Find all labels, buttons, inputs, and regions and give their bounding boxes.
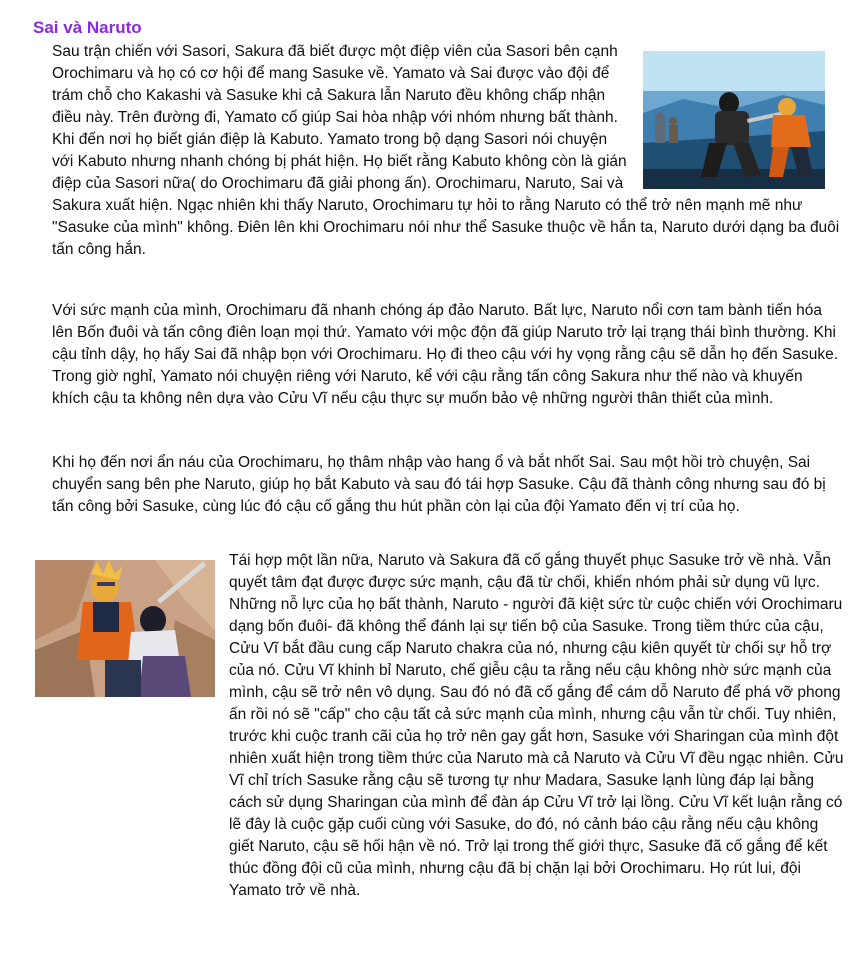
article-paragraph-3: Khi họ đến nơi ẩn náu của Orochimaru, họ thâm nhập vào hang ổ và bắt nhốt Sai. Sau một hồi trò chuyện, Sai chuyển sang bên phe Naruto, giúp họ bắt Kabuto và sau đó tái hợp Sasuke. Cậu đã thành công nhưng sau đó bị tấn công bởi Sasuke, cùng lúc đó cậu cố gắng thu hút phần còn lại của đội Yamato đến vị trí của họ. bbox=[52, 454, 826, 515]
anime-screenshot-naruto-sasuke bbox=[35, 560, 215, 697]
anime-screenshot-sai-naruto bbox=[643, 51, 825, 189]
paragraph-text: Sau trận chiến với Sasori, Sakura đã biết được một điệp viên của Sasori bên cạnh Orochimaru và họ có cơ hội để mang Sasuke về. Yamato và Sai được vào đội để trám chỗ cho Kakashi và Sasuke khi cả Sakura lẫn Naruto đều không chấp nhận điều này. Trên đường đi, Yamato cố giúp Sai hòa nhập với nhóm nhưng bất thành. Khi đến nơi họ biết gián điệp là Kabuto. Yamato trong bộ dạng Sasori nói chuyện với Kabuto nhưng nhanh chóng bị phát hiện. Họ biết rằng Kabuto không còn là gián điệp của Sasori nữa( do Orochimaru đã giải phong ấn). Orochimaru, Naruto, Sai và Sakura xuất hiện. Ngạc nhiên khi thấy Naruto, Orochimaru tự hỏi to rằng Naruto có thể trở nên mạnh mẽ như "Sasuke của mình" không. Điên lên khi Orochimaru nói như thể Sasuke thuộc về hắn ta, Naruto dưới dạng ba đuôi tấn công hắn. bbox=[52, 43, 840, 258]
article-paragraph-2: Với sức mạnh của mình, Orochimaru đã nhanh chóng áp đảo Naruto. Bất lực, Naruto nổi cơn tam bành tiến hóa lên Bốn đuôi và tấn công điên loạn mọi thứ. Yamato với mộc độn đã giúp Naruto trở lại trạng thái bình thường. Khi cậu tỉnh dậy, họ hấy Sai đã nhập bọn với Orochimaru. Họ đi theo cậu với hy vọng rằng cậu sẽ dẫn họ đến Sasuke. Trong giờ nghỉ, Yamato nói chuyện riêng với Naruto, kể với cậu rằng tấn công Sakura như thế nào và khuyến khích cậu ta không nên dựa vào Cửu Vĩ nếu cậu thực sự muốn bảo vệ những người thân thiết của mình. bbox=[52, 302, 839, 407]
section-heading: Sai và Naruto bbox=[33, 18, 142, 37]
article-paragraph-1 bbox=[52, 41, 850, 261]
article-paragraph-4: Tái hợp một lần nữa, Naruto và Sakura đã cố gắng thuyết phục Sasuke trở về nhà. Vẫn quyết tâm đạt được được sức mạnh, cậu đã từ chối, khiến nhóm phải sử dụng vũ lực. Những nỗ lực của họ bất thành, Naruto - người đã kiệt sức từ cuộc chiến với Orochimaru dạng bốn đuôi- đã không thể đánh lại sự tiến bộ của Sasuke. Trong tiềm thức của cậu, Cửu Vĩ bắt đầu cung cấp Naruto chakra của nó, nhưng cậu kiên quyết từ chối sự hỗ trợ của nó. Cửu Vĩ khinh bỉ Naruto, chế giễu cậu ta rằng nếu cậu không nhờ sức mạnh của mình, cậu sẽ trở nên vô dụng. Sau đó nó đã cố gắng để cám dỗ Naruto để phá vỡ phong ấn rồi nó sẽ "cấp" cho cậu tất cả sức mạnh của mình, nhưng cậu vẫn từ chối. Tuy nhiên, trước khi cuộc tranh cãi của họ trở nên gay gắt hơn, Sasuke với Sharingan của mình đột nhiên xuất hiện trong tiềm thức của Naruto mà cả Naruto và Cửu Vĩ đều ngạc nhiên. Cửu Vĩ chỉ trích Sasuke rằng cậu sẽ tương tự như Madara, Sasuke lạnh lùng đáp lại bằng cách sử dụng Sharingan của mình để đàn áp Cửu Vĩ trở lại lồng. Cửu Vĩ kết luận rằng có lẽ đây là cuộc gặp cuối cùng với Sasuke, do đó, nó cảnh báo cậu rằng nếu cậu không giết Naruto, cậu sẽ hối hận về nó. Trở lại trong thế giới thực, Sasuke đã cố gắng để kết thúc đồng đội cũ của mình, nhưng cậu đã bị chặn lại bởi Orochimaru. Họ rút lui, đội Yamato trở về nhà. bbox=[229, 552, 844, 899]
